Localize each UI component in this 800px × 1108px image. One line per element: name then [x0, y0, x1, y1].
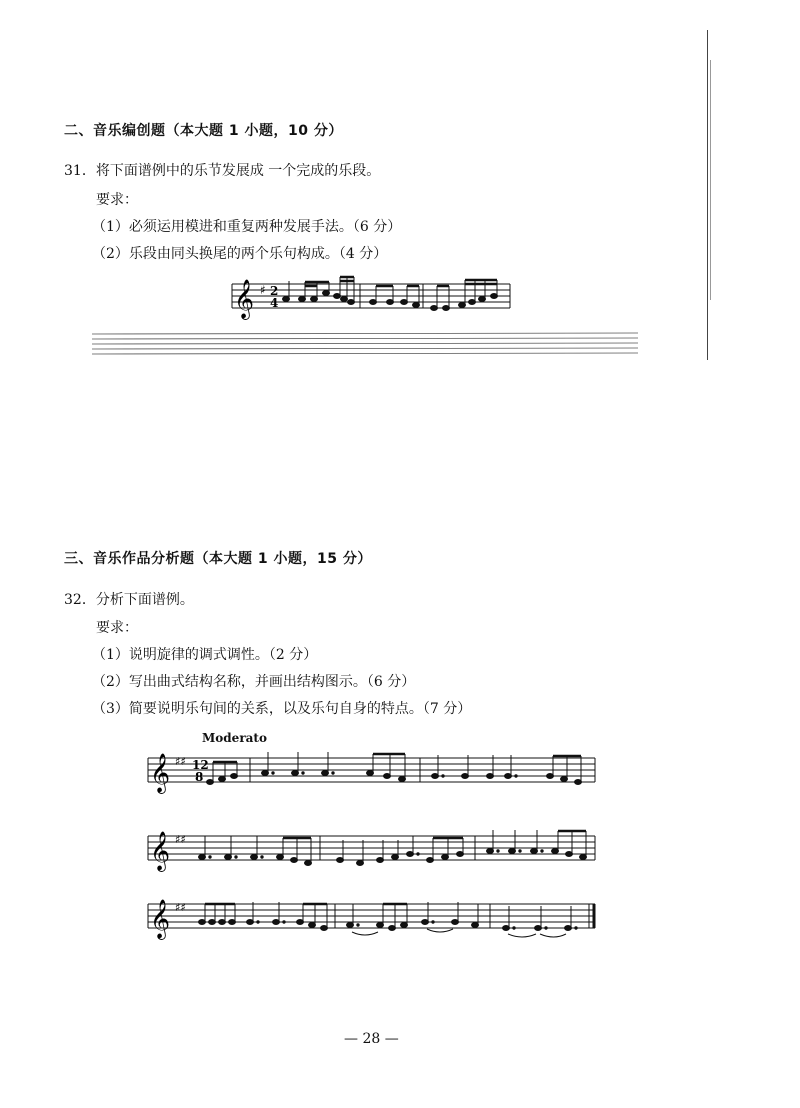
key-signature-sharps: ♯♯ — [175, 833, 186, 846]
treble-clef-icon: 𝄞 — [150, 899, 171, 939]
margin-rule-secondary — [710, 60, 711, 300]
time-signature-top: 12 — [192, 758, 209, 772]
q31-requirements-label: 要求： — [96, 192, 138, 208]
time-signature-top: 2 — [270, 284, 279, 298]
margin-rule — [707, 30, 708, 360]
score-32-line-1 — [140, 740, 600, 800]
q32-requirement-1: （1）说明旋律的调式调性。（2 分） — [92, 647, 318, 663]
key-signature-sharps: ♯♯ — [175, 901, 186, 914]
q31-requirement-2: （2）乐段由同头换尾的两个乐句构成。（4 分） — [92, 246, 388, 262]
time-signature-bottom: 8 — [195, 770, 204, 784]
blank-staff — [92, 330, 642, 360]
key-signature-sharp: ♯ — [260, 283, 266, 297]
question-31: 31．将下面谱例中的乐节发展成 一个完成的乐段。 — [64, 163, 381, 179]
q32-requirement-3: （3）简要说明乐句间的关系，以及乐句自身的特点。（7 分） — [92, 701, 472, 717]
score-32-line-2 — [140, 818, 600, 878]
treble-clef-icon: 𝄞 — [150, 831, 171, 871]
q32-requirements-label: 要求： — [96, 620, 138, 636]
q32-requirement-2: （2）写出曲式结构名称，并画出结构图示。（6 分） — [92, 674, 416, 690]
score-example-31 — [220, 272, 520, 328]
section-3-title: 三、音乐作品分析题（本大题 1 小题，15 分） — [64, 551, 372, 567]
score-32-line-1-notes — [207, 752, 582, 785]
key-signature-sharps: ♯♯ — [175, 755, 186, 768]
score-32-line-3 — [140, 886, 600, 946]
q31-requirement-1: （1）必须运用模进和重复两种发展手法。（6 分） — [92, 219, 402, 235]
time-signature-bottom: 4 — [270, 296, 279, 310]
treble-clef-icon: 𝄞 — [150, 753, 171, 793]
page-number: — 28 — — [344, 1031, 399, 1047]
treble-clef-icon: 𝄞 — [234, 279, 255, 319]
tempo-marking: Moderato — [202, 731, 267, 745]
score-32-line-3-notes — [199, 902, 578, 937]
section-2-title: 二、音乐编创题（本大题 1 小题，10 分） — [64, 123, 343, 139]
question-32: 32．分析下面谱例。 — [64, 592, 194, 608]
score-31-notes — [283, 277, 498, 311]
